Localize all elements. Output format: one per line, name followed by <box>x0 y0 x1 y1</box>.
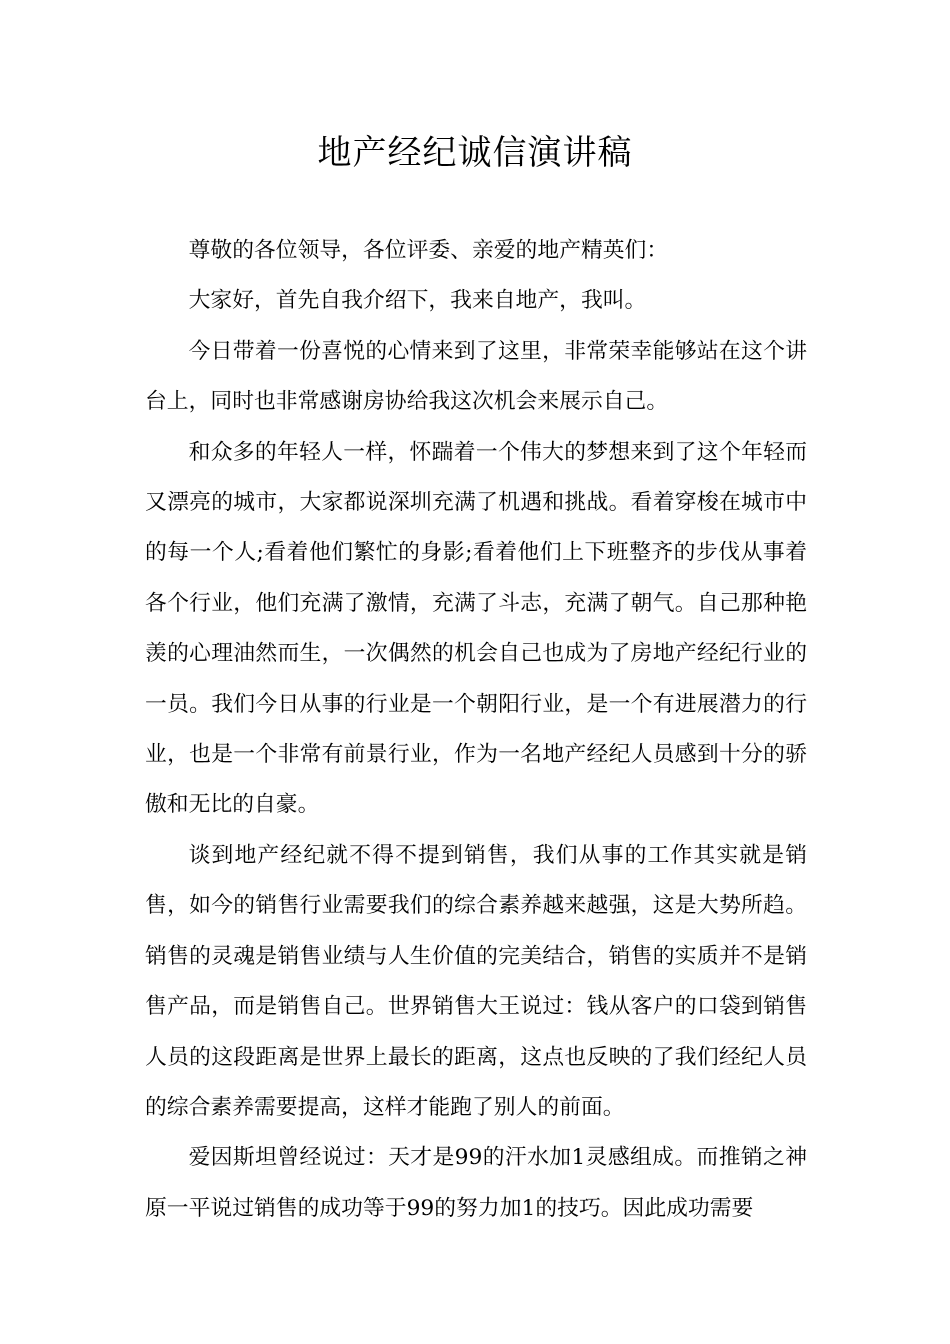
paragraph-sales: 谈到地产经纪就不得不提到销售，我们从事的工作其实就是销售，如今的销售行业需要我们的综合素养越来越强，这是大势所趋。销售的灵魂是销售业绩与人生价值的完美结合，销售的实质并不是销售产品，而是销售自己。世界销售大王说过：钱从客户的口袋到销售人员的这段距离是世界上最长的距离，这点也反映的了我们经纪人员的综合素养需要提高，这样才能跑了别人的前面。 <box>145 842 807 1120</box>
paragraph-einstein: 爱因斯坦曾经说过：天才是99的汗水加1灵感组成。而推销之神原一平说过销售的成功等于99的努力加1的技巧。因此成功需要 <box>145 1145 807 1221</box>
paragraph-salutation: 尊敬的各位领导，各位评委、亲爱的地产精英们： <box>188 238 669 263</box>
document-title: 地产经纪诚信演讲稿 <box>317 133 633 173</box>
document-body <box>145 226 807 1234</box>
paragraph-opening: 今日带着一份喜悦的心情来到了这里，非常荣幸能够站在这个讲台上，同时也非常感谢房协给我这次机会来展示自己。 <box>145 338 807 415</box>
paragraph-dream: 和众多的年轻人一样，怀踹着一个伟大的梦想来到了这个年轻而又漂亮的城市，大家都说深圳充满了机遇和挑战。看着穿梭在城市中的每一个人;看着他们繁忙的身影;看着他们上下班整齐的步伐从事着各个行业，他们充满了激情，充满了斗志，充满了朝气。自己那种艳羡的心理油然而生，一次偶然的机会自己也成为了房地产经纪行业的一员。我们今日从事的行业是一个朝阳行业，是一个有进展潜力的行业，也是一个非常有前景行业，作为一名地产经纪人员感到十分的骄傲和无比的自豪。 <box>145 439 807 818</box>
paragraph-greeting: 大家好，首先自我介绍下，我来自地产，我叫。 <box>188 288 647 314</box>
